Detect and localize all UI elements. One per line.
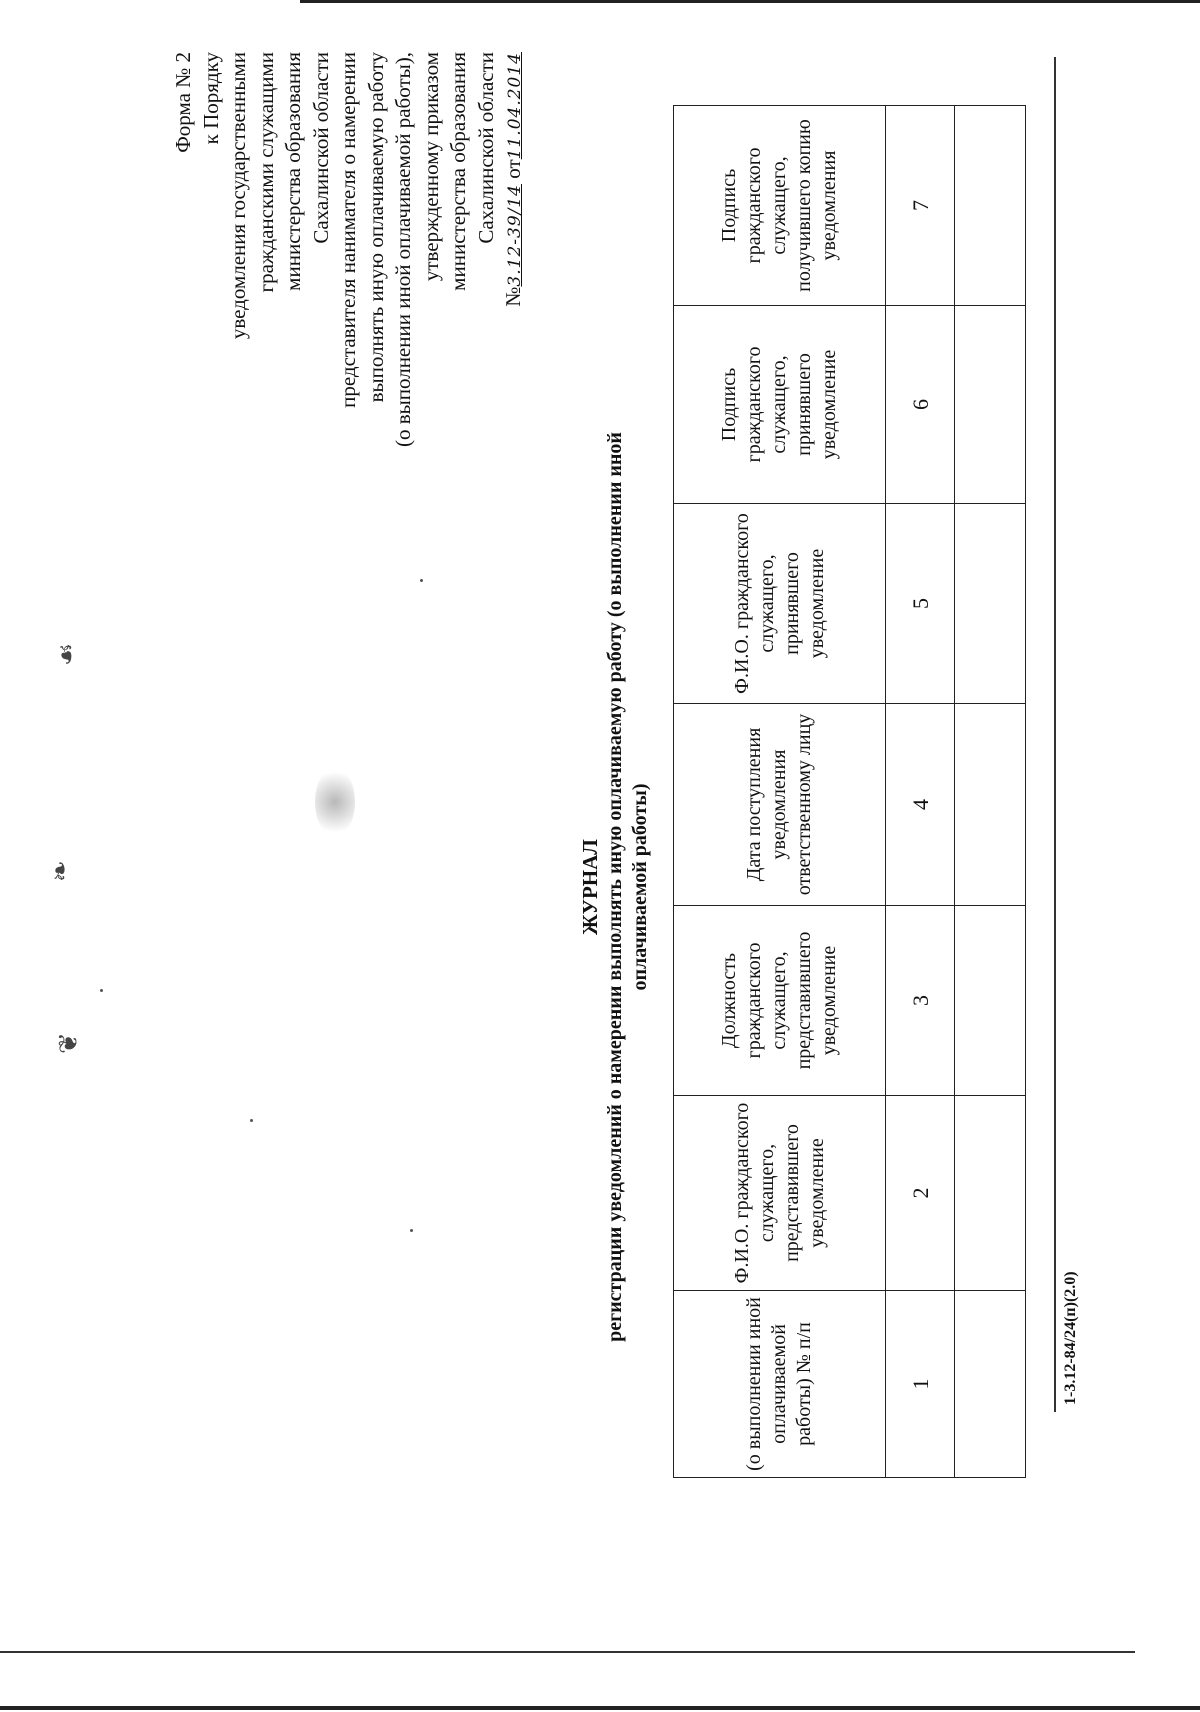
header-line: (о выполнении иной оплачиваемой работы), — [391, 52, 415, 448]
header-line: к Порядку — [198, 52, 223, 145]
scan-dot — [410, 1229, 413, 1232]
document-code: 1-3.12-84/24(п)(2.0) — [1062, 1271, 1079, 1405]
column-number: 3 — [886, 906, 955, 1096]
column-header: (о выполнении иной оплачиваемой работы) № п/п — [674, 1291, 886, 1478]
journal-table — [673, 105, 1026, 1478]
journal-title-main: ЖУРНАЛ — [578, 839, 602, 935]
scan-dot — [420, 579, 423, 582]
table-header-row — [674, 106, 886, 1478]
order-date-handwritten: 11.04.2014 — [505, 52, 525, 160]
order-from: от — [501, 159, 525, 179]
scan-smudge — [315, 767, 355, 837]
order-reference — [500, 52, 530, 492]
scan-artifact-icon: ❧ — [46, 860, 75, 882]
header-line: представителя нанимателя о намерении — [336, 52, 360, 408]
table-cell — [955, 306, 1026, 504]
scan-dot — [100, 989, 103, 992]
form-header — [170, 52, 530, 492]
scan-dot — [250, 1119, 253, 1122]
table-row — [955, 106, 1026, 1478]
order-prefix: № — [501, 286, 525, 307]
table-cell — [955, 906, 1026, 1096]
scan-artifact-icon: ❦ — [54, 1032, 83, 1054]
header-line: уведомления государственными — [226, 52, 250, 340]
column-header: Дата поступления уведомления ответственному лицу — [674, 704, 886, 906]
column-header: Ф.И.О. гражданского служащего, принявшего уведомление — [674, 504, 886, 704]
header-line: Форма № 2 — [171, 52, 195, 153]
table-cell — [955, 504, 1026, 704]
column-number: 6 — [886, 306, 955, 504]
column-header: Подпись гражданского служащего, получившего копию уведомления — [674, 106, 886, 306]
column-number: 1 — [886, 1291, 955, 1478]
journal-title-line: регистрации уведомлений о намерении выполнять иную оплачиваемую работу (о выполнении иной — [604, 432, 626, 1342]
table-cell — [955, 1096, 1026, 1291]
column-header: Ф.И.О. гражданского служащего, представившего уведомление — [674, 1096, 886, 1291]
order-number-handwritten: 3.12-39/14 — [505, 184, 525, 287]
column-header: Должность гражданского служащего, представившего уведомление — [674, 906, 886, 1096]
column-number: 2 — [886, 1096, 955, 1291]
scan-artifact-icon: ☙ — [52, 642, 81, 666]
journal-title — [578, 312, 653, 1462]
header-line: министерства образования — [446, 52, 470, 291]
header-line: министерства образования — [281, 52, 305, 291]
table-row — [886, 106, 955, 1478]
table-cell — [955, 1291, 1026, 1478]
column-number: 5 — [886, 504, 955, 704]
footer-rule — [1054, 57, 1056, 1412]
header-line: Сахалинской области — [473, 52, 498, 244]
table-cell — [955, 106, 1026, 306]
journal-title-line: оплачиваемой работы) — [629, 783, 651, 991]
column-number: 4 — [886, 704, 955, 906]
header-line: Сахалинской области — [308, 52, 333, 244]
column-header: Подпись гражданского служащего, принявшего уведомление — [674, 306, 886, 504]
header-line: выполнять иную оплачиваемую работу — [363, 52, 388, 403]
column-number: 7 — [886, 106, 955, 306]
table-cell — [955, 704, 1026, 906]
header-line: утвержденному приказом — [418, 52, 443, 282]
header-line: гражданскими служащими — [253, 52, 278, 293]
